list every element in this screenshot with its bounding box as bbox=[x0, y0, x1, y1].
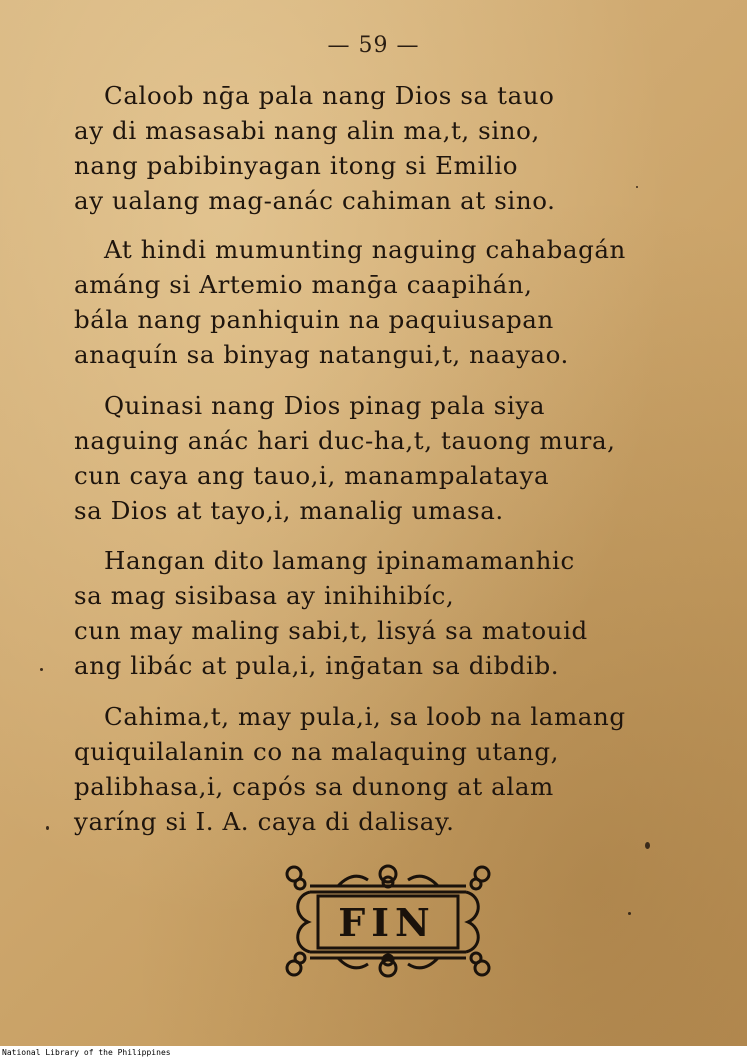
verse-line: ay di masasabi nang alin ma,t, sino, bbox=[74, 116, 540, 145]
paper-speck bbox=[636, 186, 638, 188]
paper-speck bbox=[40, 668, 43, 671]
verse-line: sa mag sisibasa ay inihihibíc, bbox=[74, 581, 455, 610]
footer-credit: National Library of the Philippines bbox=[2, 1048, 171, 1057]
stanza-4 bbox=[74, 543, 714, 683]
verse-line: amáng si Artemio manḡa caapihán, bbox=[74, 270, 533, 299]
verse-line: Quinasi nang Dios pinag pala siya bbox=[104, 391, 546, 420]
stanza-5 bbox=[74, 699, 714, 839]
verse-line: nang pabibinyagan itong si Emilio bbox=[74, 151, 519, 180]
verse-line: anaquín sa binyag natangui,t, naayao. bbox=[74, 340, 569, 369]
verse-line: Cahima,t, may pula,i, sa loob na lamang bbox=[104, 702, 626, 731]
verse-line: palibhasa,i, capós sa dunong at alam bbox=[74, 772, 554, 801]
verse-line: ay ualang mag-anác cahiman at sino. bbox=[74, 186, 556, 215]
verse-line: bála nang panhiquin na paquiusapan bbox=[74, 305, 554, 334]
verse-line: At hindi mumunting naguing cahabagán bbox=[104, 235, 626, 264]
verse-line: cun may maling sabi,t, lisyá sa matouid bbox=[74, 616, 588, 645]
page-number: — 59 — bbox=[327, 33, 420, 58]
verse-line: ang libác at pula,i, inḡatan sa dibdib. bbox=[74, 651, 560, 680]
paper-speck bbox=[645, 842, 650, 849]
verse-line: Hangan dito lamang ipinamamanhic bbox=[104, 546, 575, 575]
paper-speck bbox=[628, 912, 631, 915]
fin-label: FIN bbox=[338, 900, 436, 945]
verse-line: naguing anác hari duc-ha,t, tauong mura, bbox=[74, 426, 616, 455]
verse-line: Caloob nḡa pala nang Dios sa tauo bbox=[104, 81, 555, 110]
stanza-1 bbox=[74, 78, 714, 218]
verse-line: quiquilalanin co na malaquing utang, bbox=[74, 737, 560, 766]
stanza-2 bbox=[74, 232, 714, 372]
verse-line: cun caya ang tauo,i, manampalataya bbox=[74, 461, 550, 490]
stanza-3 bbox=[74, 388, 714, 528]
paper-speck bbox=[46, 826, 49, 830]
verse-line: sa Dios at tayo,i, manalig umasa. bbox=[74, 496, 504, 525]
verse-line: yaríng si I. A. caya di dalisay. bbox=[74, 807, 455, 836]
